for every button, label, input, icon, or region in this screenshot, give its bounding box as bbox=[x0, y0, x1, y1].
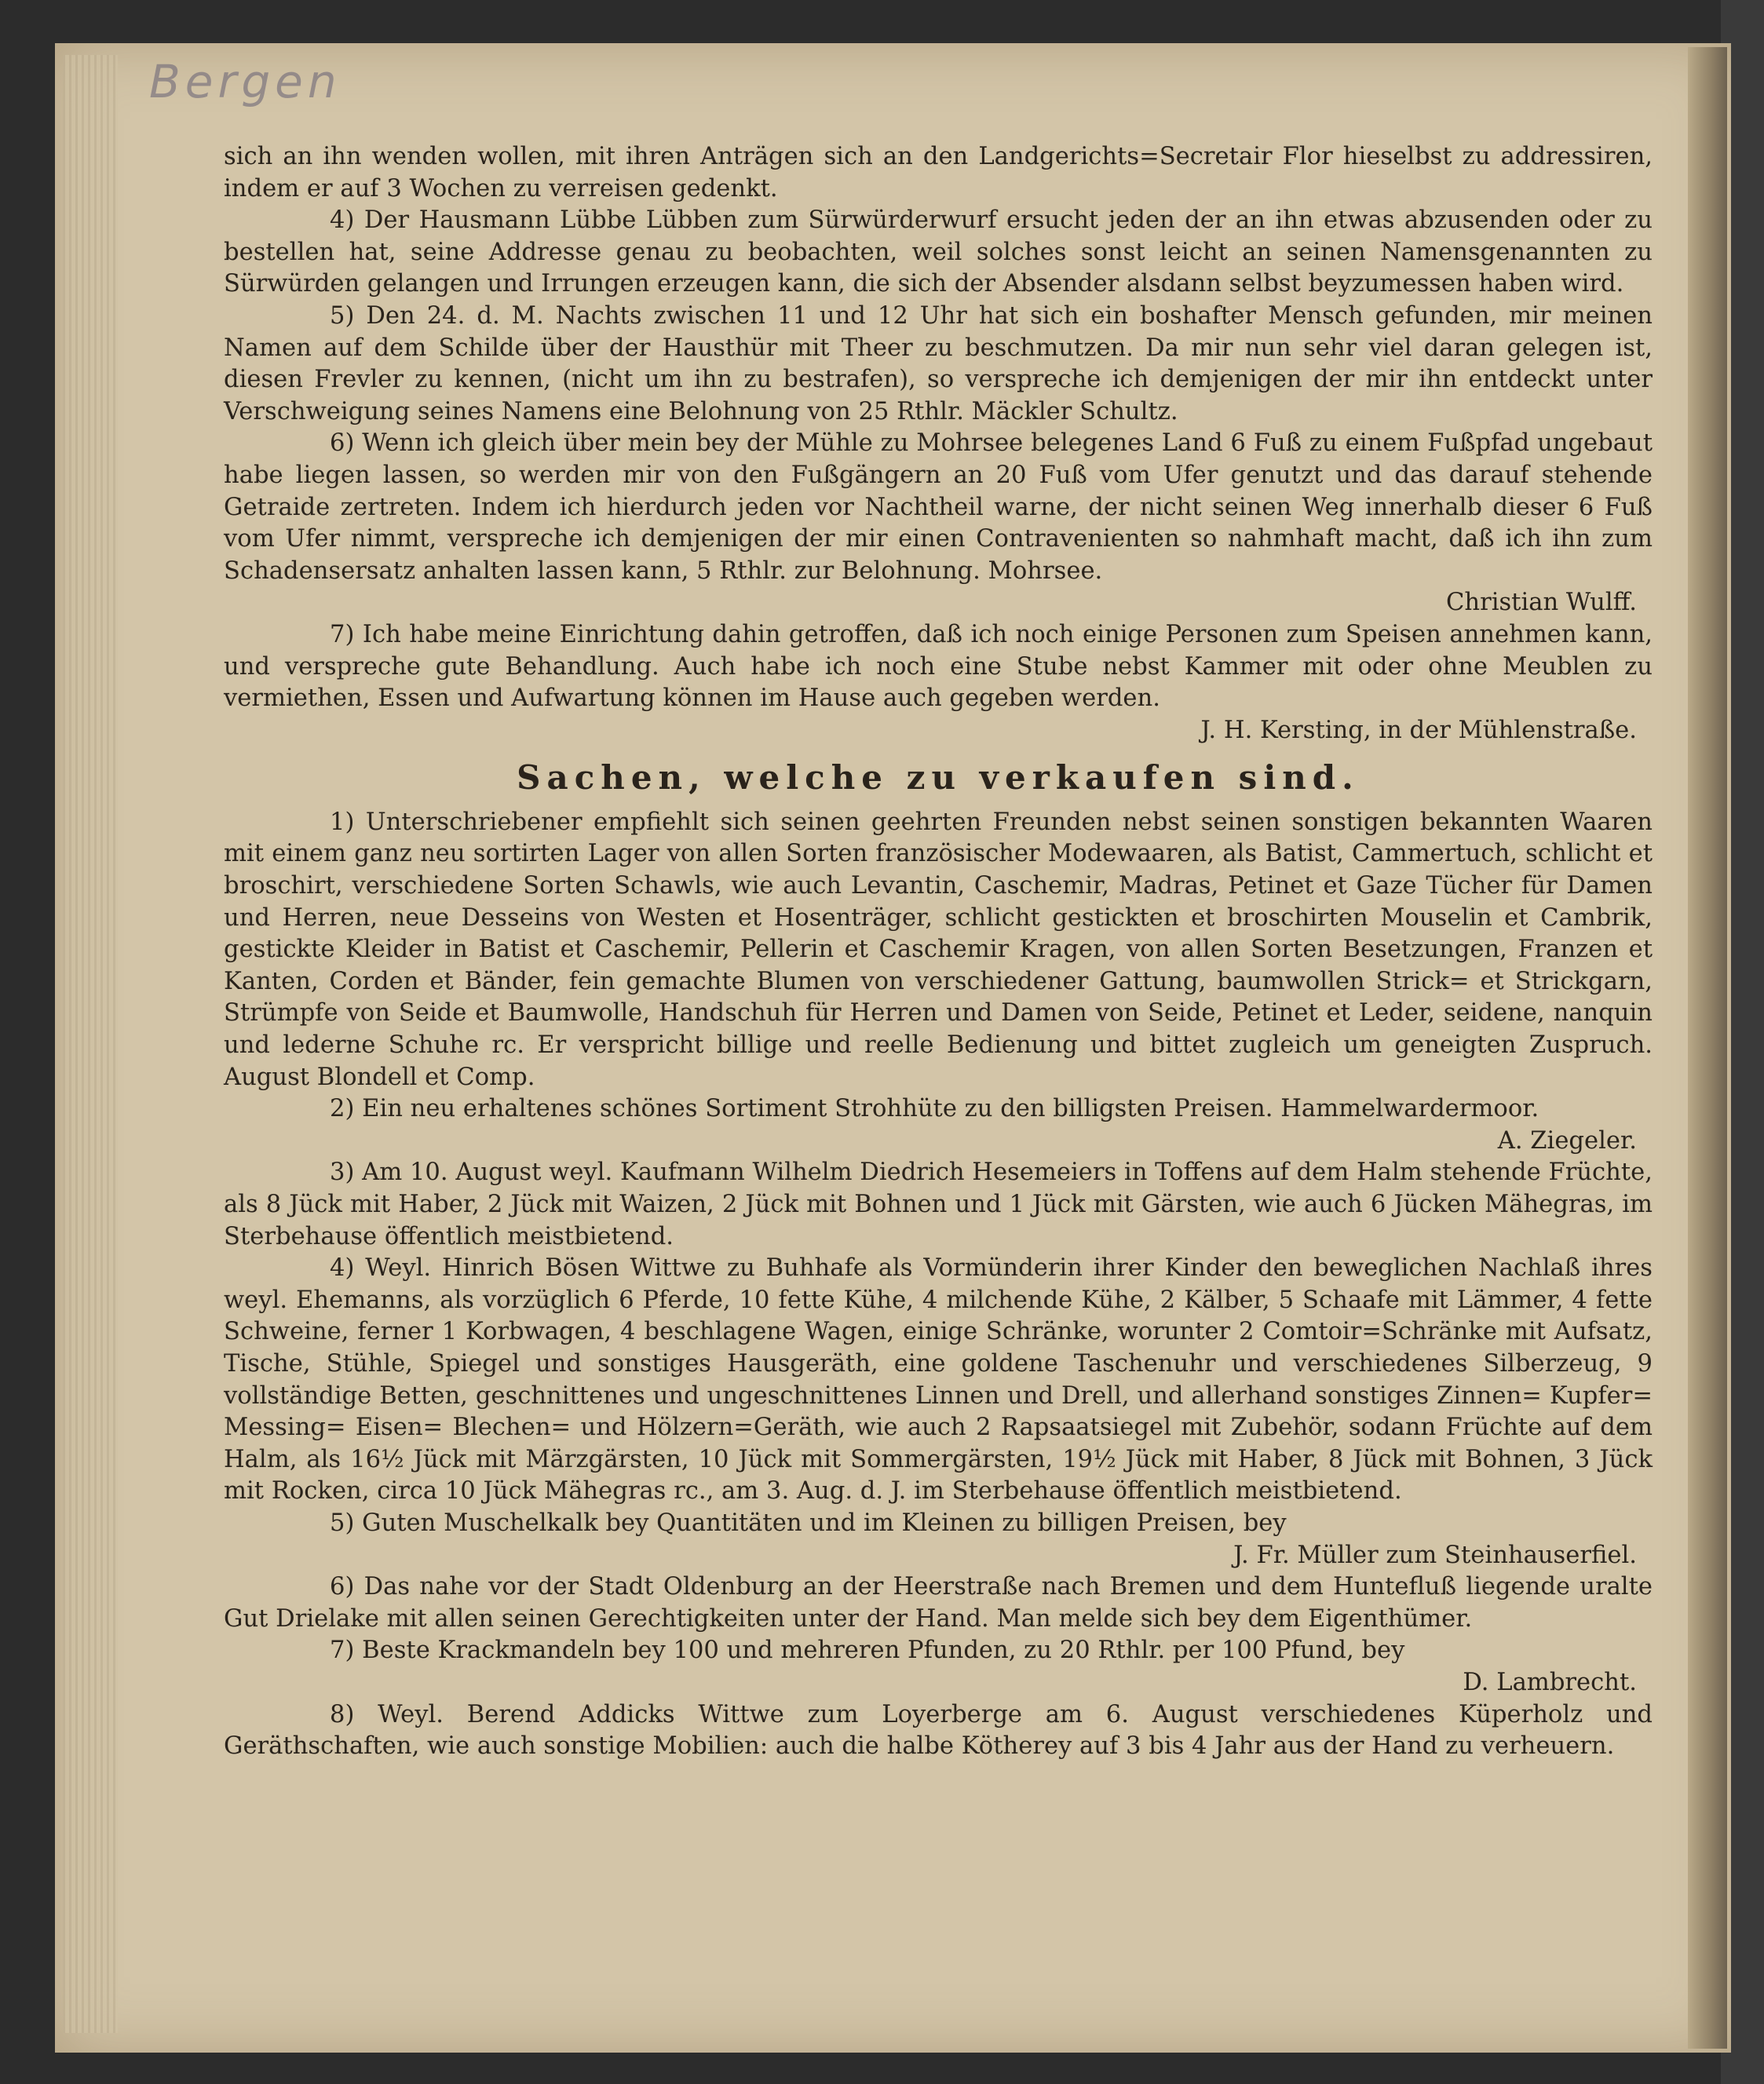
sale-7: 7) Beste Krackmandeln bey 100 und mehreren Pfunden, zu 20 Rthlr. per 100 Pfund, bey bbox=[330, 1637, 1405, 1665]
notice-7: 7) Ich habe meine Einrichtung dahin getroffen, daß ich noch einige Personen zum Speisen annehmen kann, und verspreche gute Behandlung. Auch habe ich noch eine Stube nebst Kammer mit oder ohne Meublen zu vermiethen, Essen und Aufwartung können im Hause auch gegeben werden. bbox=[224, 620, 1653, 713]
signature-kersting: J. H. Kersting, in der Mühlenstraße. bbox=[1200, 716, 1637, 744]
notice-6: 6) Wenn ich gleich über mein bey der Mühle zu Mohrsee belegenes Land 6 Fuß zu einem Fußpfad ungebaut habe liegen lassen, so werden mir von den Fußgängern an 20 Fuß vom Ufer genutzt und das darauf stehende Getraide zertreten. Indem ich hierdurch jeden vor Nachtheil warne, der nicht seinen Weg innerhalb dieser 6 Fuß vom Ufer nimmt, verspreche ich demjenigen der mir einen Contravenienten so nahmhaft macht, daß ich ihn zum Schadensersatz anhalten lassen kann, 5 Rthlr. zur Belohnung. Mohrsee. bbox=[224, 429, 1653, 585]
book-gutter bbox=[1688, 47, 1727, 2049]
sale-4: 4) Weyl. Hinrich Bösen Wittwe zu Buhhafe als Vormünderin ihrer Kinder den beweglichen Nachlaß ihres weyl. Ehemanns, als vorzüglich 6 Pferde, 10 fette Kühe, 4 milchende Kühe, 2 Kälber, 5 Schaafe mit Lämmer, 4 fette Schweine, ferner 1 Korbwagen, 4 beschlagene Wagen, einige Schränke, worunter 2 Comtoir=Schränke mit Aufsatz, Tische, Stühle, Spiegel und sonstiges Hausgeräth, eine goldene Taschenuhr und verschiedenes Silberzeug, 9 vollständige Betten, geschnittenes und ungeschnittenes Linnen und Drell, und allerhand sonstiges Zinnen= Kupfer= Messing= Eisen= Blechen= und Hölzern=Geräth, wie auch 2 Rapsaatsiegel mit Zubehör, sodann Früchte auf dem Halm, als 16½ Jück mit Märzgärsten, 10 Jück mit Sommergärsten, 19½ Jück mit Haber, 8 Jück mit Bohnen, 3 Jück mit Rocken, circa 10 Jück Mähegras rc., am 3. Aug. d. J. im Sterbehause öffentlich meistbietend. bbox=[224, 1254, 1653, 1506]
notice-4: 4) Der Hausmann Lübbe Lübben zum Sürwürderwurf ersucht jeden der an ihn etwas abzusenden oder zu bestellen hat, seine Addresse genau zu beobachten, weil solches sonst leicht an seinen Namensgenannten zu Sürwürden gelangen und Irrungen erzeugen kann, die sich der Absender alsdann selbst beyzumessen haben wird. bbox=[224, 206, 1653, 298]
signature-lambrecht: D. Lambrecht. bbox=[1463, 1668, 1637, 1696]
signature-wulff: Christian Wulff. bbox=[1445, 589, 1637, 617]
signature-mueller: J. Fr. Müller zum Steinhauserfiel. bbox=[1233, 1541, 1637, 1569]
sale-6: 6) Das nahe vor der Stadt Oldenburg an der Heerstraße nach Bremen und dem Huntefluß liegende uralte Gut Drielake mit allen seinen Gerechtigkeiten unter der Hand. Man melde sich bey dem Eigenthümer. bbox=[224, 1573, 1653, 1633]
paragraph-1: sich an ihn wenden wollen, mit ihren Anträgen sich an den Landgerichts=Secretair Flor hieselbst zu addressiren, indem er auf 3 Wochen zu verreisen gedenkt. bbox=[224, 143, 1653, 203]
notice-5: 5) Den 24. d. M. Nachts zwischen 11 und 12 Uhr hat sich ein boshafter Mensch gefunden, mir meinen Namen auf dem Schilde über der Hausthür mit Theer zu beschmutzen. Da mir nun sehr viel daran gelegen ist, diesen Frevler zu kennen, (nicht um ihn zu bestrafen), so verspreche ich demjenigen der mir ihn entdeckt unter Verschweigung seines Namens eine Belohnung von 25 Rthlr. Mäckler Schultz. bbox=[224, 301, 1653, 425]
sale-5: 5) Guten Muschelkalk bey Quantitäten und im Kleinen zu billigen Preisen, bey bbox=[330, 1509, 1287, 1537]
sale-8: 8) Weyl. Berend Addicks Wittwe zum Loyerberge am 6. August verschiedenes Küperholz und Geräthschaften, wie auch sonstige Mobilien: auch die halbe Kötherey auf 3 bis 4 Jahr aus der Hand zu verheuern. bbox=[224, 1700, 1653, 1761]
document-text bbox=[224, 141, 1653, 1763]
handwritten-mark: Bergen bbox=[149, 55, 341, 108]
sale-3: 3) Am 10. August weyl. Kaufmann Wilhelm Diedrich Hesemeiers in Toffens auf dem Halm stehende Früchte, als 8 Jück mit Haber, 2 Jück mit Waizen, 2 Jück mit Bohnen und 1 Jück mit Gärsten, wie auch 6 Jücken Mähegras, im Sterbehause öffentlich meistbietend. bbox=[224, 1159, 1653, 1250]
sale-2: 2) Ein neu erhaltenes schönes Sortiment Strohhüte zu den billigsten Preisen. Hammelwardermoor. bbox=[330, 1095, 1539, 1123]
signature-ziegeler: A. Ziegeler. bbox=[1497, 1126, 1637, 1155]
page-edge-stack bbox=[63, 55, 118, 2033]
sale-1: 1) Unterschriebener empfiehlt sich seinen geehrten Freunden nebst seinen sonstigen bekannten Waaren mit einem ganz neu sortirten Lager von allen Sorten französischer Modewaaren, als Batist, Cammertuch, schlicht et broschirt, verschiedene Sorten Schawls, wie auch Levantin, Caschemir, Madras, Petinet et Gaze Tücher für Damen und Herren, neue Desseins von Westen et Hosenträger, schlicht gestickten et broschirten Mouselin et Cambrik, gestickte Kleider in Batist et Caschemir, Pellerin et Caschemir Kragen, von allen Sorten Besetzungen, Franzen et Kanten, Corden et Bänder, fein gemachte Blumen von verschiedener Gattung, baumwollen Strick= et Strickgarn, Strümpfe von Seide et Baumwolle, Handschuh für Herren und Damen von Seide, Petinet et Leder, seidene, nanquin und lederne Schuhe rc. Er verspricht billige und reelle Bedienung und bittet zugleich um geneigten Zuspruch. August Blondell et Comp. bbox=[224, 808, 1653, 1091]
section-heading: Sachen, welche zu verkaufen sind. bbox=[517, 758, 1360, 797]
